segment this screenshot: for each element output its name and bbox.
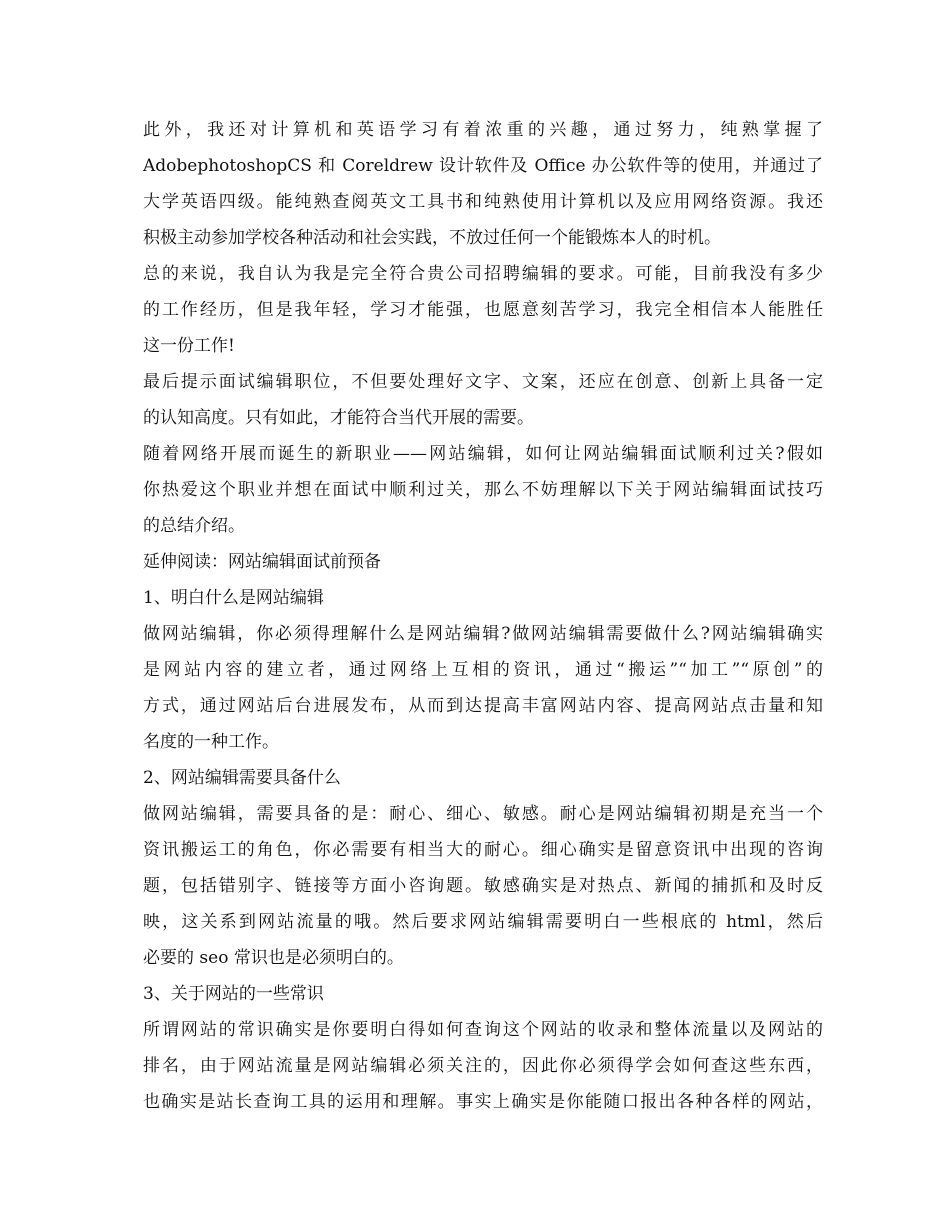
text-line: 延伸阅读：网站编辑面试前预备 — [143, 552, 381, 572]
text-line: 的认知高度。只有如此，才能符合当代开展的需要。 — [143, 408, 534, 428]
text-line: 方式，通过网站后台进展发布，从而到达提高丰富网站内容、提高网站点击量和知 — [143, 696, 823, 716]
text-line: 资讯搬运工的角色，你必需要有相当大的耐心。细心确实是留意资讯中出现的咨询 — [143, 840, 823, 860]
text-line: 做网站编辑，你必须得理解什么是网站编辑?做网站编辑需要做什么?网站编辑确实 — [143, 624, 823, 644]
text-line: 排名，由于网站流量是网站编辑必须关注的，因此你必须得学会如何查这些东西， — [143, 1056, 823, 1076]
text-line: 你热爱这个职业并想在面试中顺利过关，那么不妨理解以下关于网站编辑面试技巧 — [143, 480, 823, 500]
document-body — [143, 112, 823, 1120]
text-line: 此外，我还对计算机和英语学习有着浓重的兴趣，通过努力，纯熟掌握了 — [143, 120, 823, 140]
text-line: 做网站编辑，需要具备的是：耐心、细心、敏感。耐心是网站编辑初期是充当一个 — [143, 804, 823, 824]
text-line: 积极主动参加学校各种活动和社会实践，不放过任何一个能锻炼本人的时机。 — [143, 228, 721, 248]
text-line: 的总结介绍。 — [143, 516, 245, 536]
text-line: 这一份工作! — [143, 336, 235, 356]
text-line: 映，这关系到网站流量的哦。然后要求网站编辑需要明白一些根底的 html，然后 — [143, 912, 823, 932]
text-line: 所谓网站的常识确实是你要明白得如何查询这个网站的收录和整体流量以及网站的 — [143, 1020, 823, 1040]
text-line: 的工作经历，但是我年轻，学习才能强，也愿意刻苦学习，我完全相信本人能胜任 — [143, 300, 823, 320]
text-line: 也确实是站长查询工具的运用和理解。事实上确实是你能随口报出各种各样的网站， — [143, 1092, 823, 1112]
text-line: 总的来说，我自认为我是完全符合贵公司招聘编辑的要求。可能，目前我没有多少 — [143, 264, 823, 284]
text-line: AdobephotoshopCS 和 Coreldrew 设计软件及 Office 办公软件等的使用，并通过了 — [143, 156, 823, 176]
text-line: 3、关于网站的一些常识 — [143, 984, 324, 1004]
text-line: 必要的 seo 常识也是必须明白的。 — [143, 948, 404, 968]
text-line: 名度的一种工作。 — [143, 732, 279, 752]
text-line: 大学英语四级。能纯熟查阅英文工具书和纯熟使用计算机以及应用网络资源。我还 — [143, 192, 823, 212]
text-line: 是网站内容的建立者，通过网络上互相的资讯，通过“搬运”“加工”“原创”的 — [143, 660, 823, 680]
text-line: 随着网络开展而诞生的新职业——网站编辑，如何让网站编辑面试顺利过关?假如 — [143, 444, 823, 464]
text-line: 2、网站编辑需要具备什么 — [143, 768, 341, 788]
text-line: 1、明白什么是网站编辑 — [143, 588, 324, 608]
text-line: 最后提示面试编辑职位，不但要处理好文字、文案，还应在创意、创新上具备一定 — [143, 372, 823, 392]
text-line: 题，包括错别字、链接等方面小咨询题。敏感确实是对热点、新闻的捕抓和及时反 — [143, 876, 823, 896]
